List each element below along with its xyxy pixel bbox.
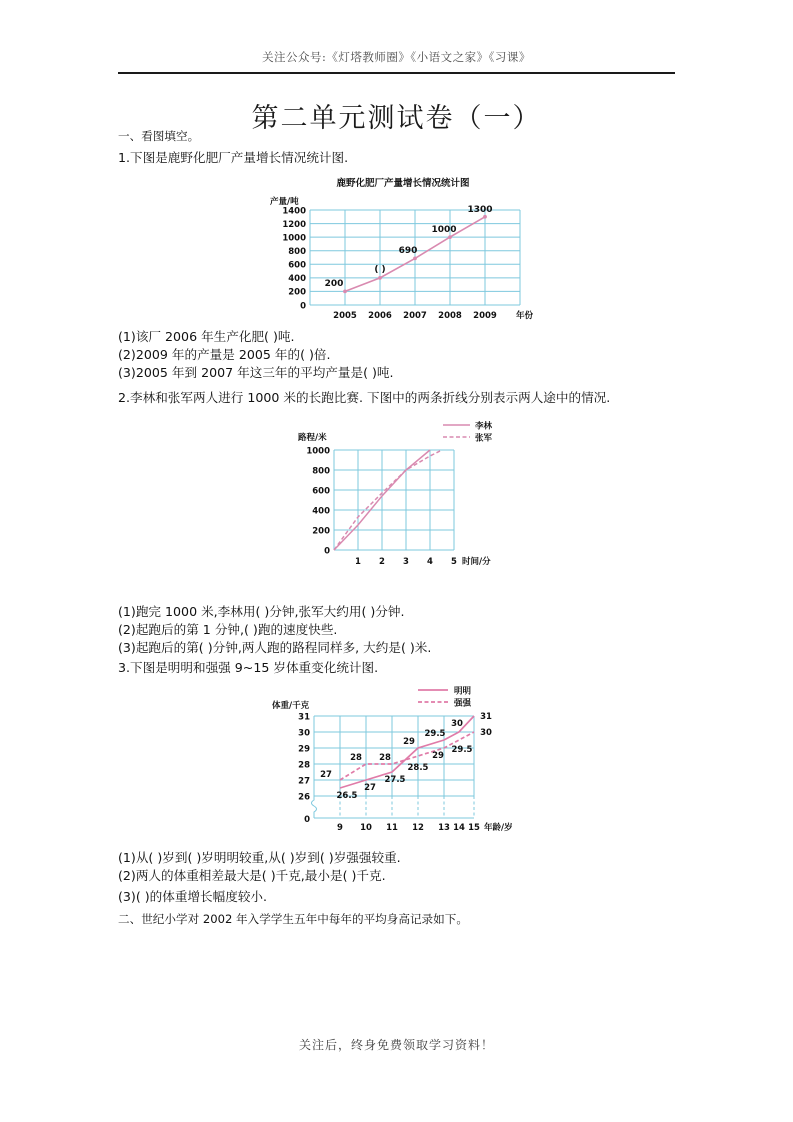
svg-text:29.5: 29.5 <box>451 745 473 755</box>
chart-running-race <box>278 412 528 570</box>
chart3-ytick-labels <box>298 713 310 826</box>
svg-text:800: 800 <box>312 466 330 477</box>
svg-text:1000: 1000 <box>431 225 457 235</box>
svg-text:400: 400 <box>312 506 330 517</box>
svg-text:31: 31 <box>298 712 310 723</box>
svg-text:200: 200 <box>288 287 306 298</box>
svg-text:690: 690 <box>398 246 418 256</box>
svg-text:26: 26 <box>298 792 310 803</box>
svg-text:30: 30 <box>451 719 463 729</box>
svg-text:0: 0 <box>324 546 330 557</box>
svg-text:( ): ( ) <box>374 265 386 275</box>
chart3-droplines <box>340 796 474 818</box>
question-3-stem: 3.下图是明明和强强 9~15 岁体重变化统计图. <box>118 660 379 675</box>
question-1-item-2: (2)2009 年的产量是 2005 年的( )倍. <box>118 347 331 362</box>
svg-text:800: 800 <box>288 247 306 257</box>
svg-text:28: 28 <box>350 753 362 763</box>
svg-text:200: 200 <box>324 279 344 289</box>
chart3-xtick-labels <box>337 823 480 833</box>
question-3-item-3: (3)( )的体重增长幅度较小. <box>118 889 268 904</box>
axis-break-icon <box>312 796 317 818</box>
page-footer: 关注后，终身免费领取学习资料！ <box>298 1038 494 1052</box>
svg-text:11: 11 <box>386 823 398 833</box>
chart2-gridlines <box>334 450 454 550</box>
svg-text:1400: 1400 <box>282 206 306 217</box>
svg-text:29: 29 <box>403 737 415 747</box>
chart2-legend <box>443 421 493 444</box>
chart2-ytick-labels <box>306 447 330 557</box>
svg-text:5: 5 <box>451 557 457 567</box>
svg-text:1000: 1000 <box>282 233 306 244</box>
svg-text:2007: 2007 <box>403 311 427 321</box>
chart1-xtick-labels <box>333 311 497 321</box>
svg-text:2005: 2005 <box>333 311 357 321</box>
svg-text:31: 31 <box>480 712 492 722</box>
chart3-xlabel: 年龄/岁 <box>484 823 513 833</box>
svg-text:30: 30 <box>298 728 310 739</box>
chart1-point-labels <box>325 205 493 289</box>
svg-text:29: 29 <box>432 751 444 761</box>
question-2-item-1: (1)跑完 1000 米,李林用( )分钟,张军大约用( )分钟. <box>118 604 405 619</box>
svg-text:14: 14 <box>453 823 465 833</box>
svg-text:28.5: 28.5 <box>407 763 429 773</box>
chart-weight-change-svg <box>258 678 548 836</box>
svg-text:27: 27 <box>320 770 332 780</box>
header-divider <box>118 72 675 74</box>
section-two-heading: 二、世纪小学对 2002 年入学学生五年中每年的平均身高记录如下。 <box>118 912 468 926</box>
svg-text:1300: 1300 <box>467 205 493 215</box>
chart3-legend <box>418 686 472 709</box>
svg-text:3: 3 <box>403 557 409 567</box>
chart-fertilizer-output-svg <box>258 176 548 324</box>
svg-text:2008: 2008 <box>438 311 462 321</box>
svg-text:200: 200 <box>312 526 330 537</box>
svg-text:9: 9 <box>337 823 343 833</box>
question-2-item-3: (3)起跑后的第( )分钟,两人跑的路程同样多, 大约是( )米. <box>118 640 432 655</box>
chart3-legend-label-qiangqiang: 强强 <box>454 698 472 709</box>
page-title: 第二单元测试卷（一） <box>251 103 542 134</box>
svg-text:2006: 2006 <box>368 311 392 321</box>
svg-text:27: 27 <box>364 783 376 793</box>
question-2-stem: 2.李林和张军两人进行 1000 米的长跑比赛. 下图中的两条折线分别表示两人途中的情况. <box>118 390 611 405</box>
svg-text:600: 600 <box>288 260 306 271</box>
chart2-xlabel: 时间/分 <box>462 557 491 567</box>
chart-fertilizer-output <box>258 176 548 324</box>
chart3-ylabel: 体重/千克 <box>272 701 310 711</box>
question-1-stem: 1.下图是鹿野化肥厂产量增长情况统计图. <box>118 150 349 165</box>
section-one-heading: 一、看图填空。 <box>118 129 200 143</box>
chart3-legend-label-mingming: 明明 <box>454 686 472 697</box>
svg-text:30: 30 <box>480 728 492 738</box>
svg-text:12: 12 <box>412 823 424 833</box>
svg-text:13: 13 <box>438 823 450 833</box>
chart2-ylabel: 路程/米 <box>298 433 327 443</box>
promo-banner-text: 关注公众号:《灯塔教师圈》《小语文之家》《习课》 <box>262 50 531 64</box>
chart1-title: 鹿野化肥厂产量增长情况统计图 <box>336 178 470 189</box>
svg-text:27.5: 27.5 <box>384 775 406 785</box>
svg-text:15: 15 <box>468 823 480 833</box>
svg-text:29: 29 <box>298 744 310 755</box>
question-3-item-1: (1)从( )岁到( )岁明明较重,从( )岁到( )岁强强较重. <box>118 850 401 865</box>
question-1-item-3: (3)2005 年到 2007 年这三年的平均产量是( )吨. <box>118 365 394 380</box>
svg-text:29.5: 29.5 <box>424 729 446 739</box>
svg-text:400: 400 <box>288 274 306 284</box>
svg-text:2009: 2009 <box>473 311 497 321</box>
svg-text:28: 28 <box>379 753 391 763</box>
chart-weight-change <box>258 678 548 836</box>
question-3-item-2: (2)两人的体重相差最大是( )千克,最小是( )千克. <box>118 868 386 883</box>
chart2-legend-label-lilin: 李林 <box>475 421 493 432</box>
svg-text:1200: 1200 <box>282 220 306 230</box>
chart2-xtick-labels <box>355 557 457 567</box>
question-2-item-2: (2)起跑后的第 1 分钟,( )跑的速度快些. <box>118 622 338 637</box>
chart2-legend-label-zhangjun: 张军 <box>475 433 493 444</box>
svg-text:27: 27 <box>298 776 310 787</box>
chart1-ylabel: 产量/吨 <box>270 197 299 207</box>
svg-text:1000: 1000 <box>306 446 330 457</box>
svg-text:0: 0 <box>304 815 310 825</box>
svg-text:1: 1 <box>355 557 361 567</box>
svg-text:0: 0 <box>300 301 306 312</box>
svg-text:28: 28 <box>298 760 310 771</box>
question-1-item-1: (1)该厂 2006 年生产化肥( )吨. <box>118 329 295 344</box>
svg-text:2: 2 <box>379 557 385 567</box>
chart1-ytick-labels <box>282 207 306 312</box>
svg-text:26.5: 26.5 <box>336 791 358 801</box>
svg-text:600: 600 <box>312 486 330 497</box>
chart-running-race-svg <box>278 412 528 570</box>
chart2-series-zhangjun <box>334 450 442 550</box>
svg-text:4: 4 <box>427 557 433 567</box>
chart1-xlabel: 年份 <box>516 311 534 321</box>
svg-text:10: 10 <box>360 823 372 833</box>
